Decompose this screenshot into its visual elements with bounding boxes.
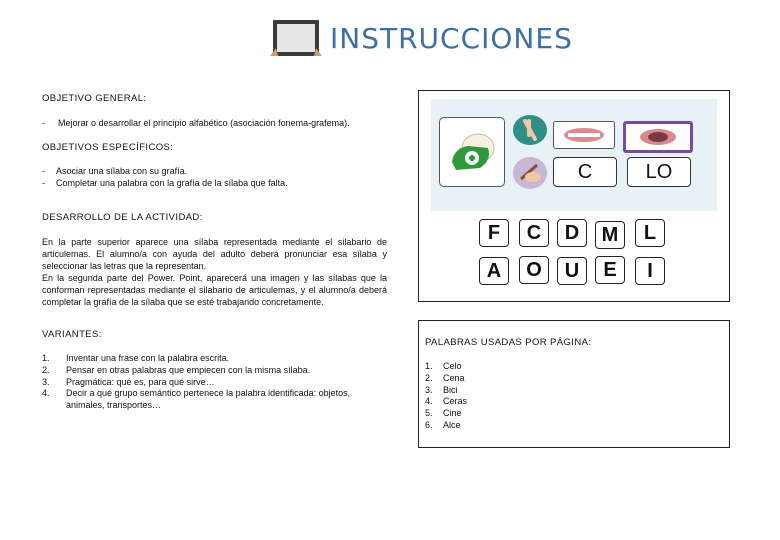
letter-button[interactable]: I <box>635 257 665 285</box>
word: Celo <box>443 361 462 371</box>
item-number: 5. <box>425 408 433 419</box>
palabras-heading: PALABRAS USADAS POR PÁGINA: <box>425 337 592 348</box>
variantes-list <box>42 353 387 412</box>
palabras-list <box>425 361 467 432</box>
list-item <box>425 408 467 420</box>
word: Ceras <box>443 396 468 407</box>
variantes-heading: VARIANTES: <box>42 329 102 340</box>
mouth-open-icon <box>626 124 690 150</box>
syllable-tile-c[interactable]: C <box>553 157 617 187</box>
objetivo-especifico-text: Asociar una sílaba con su grafía. <box>56 166 188 176</box>
objetivo-general-heading: OBJETIVO GENERAL: <box>42 93 147 104</box>
articulema-hand-icon <box>513 115 547 145</box>
objetivo-general-text: Mejorar o desarrollar el principio alfabético (asociación fonema-grafema). <box>58 118 350 128</box>
desarrollo-paragraph-2: En la segunda parte del Power. Point, aparecerá una imagen y las sílabas que la conforman representadas mediante el silabario de articulemas, y el alumno/a deberá completar la grafía de la sílaba que se esté trabajando concretamente. <box>42 273 387 307</box>
letter-button[interactable]: C <box>519 219 549 247</box>
desarrollo-paragraph-1: En la parte superior aparece una sílaba representada mediante el silabario de articulemas. El alumno/a con ayuda del adulto deberá pronunciar esa sílaba y seleccionar las letras que la representan. <box>42 237 387 271</box>
letter-button[interactable]: D <box>557 219 587 247</box>
palabras-box <box>418 320 730 448</box>
letter-button[interactable]: F <box>479 219 509 247</box>
tape-dispenser-icon <box>440 118 504 186</box>
item-number: 3. <box>42 376 50 387</box>
bullet: - <box>42 118 45 128</box>
objetivos-especificos-list <box>42 166 412 190</box>
item-text: Inventar una frase con la palabra escrita. <box>66 353 230 363</box>
word: Cena <box>443 372 465 383</box>
item-number: 3. <box>425 384 433 395</box>
mouth-card-open[interactable] <box>623 121 693 153</box>
item-number: 4. <box>42 388 50 399</box>
list-item <box>42 178 412 190</box>
item-text: Pragmática: qué es, para qué sirve… <box>66 376 215 387</box>
header-logo <box>270 18 322 60</box>
item-text: Decir a qué grupo semántico pertenece la palabra identificada: objetos, animales, transportes… <box>66 388 351 411</box>
list-item <box>425 361 467 373</box>
item-number: 6. <box>425 419 433 430</box>
word: Cine <box>443 408 462 419</box>
objetivo-especifico-text: Completar una palabra con la grafía de la sílaba que falta. <box>56 177 288 188</box>
image-card[interactable] <box>439 117 505 187</box>
syllable-area <box>431 99 717 211</box>
letter-button[interactable]: L <box>635 219 665 247</box>
letter-button[interactable]: U <box>557 257 587 285</box>
mouth-icon <box>554 122 614 148</box>
item-number: 2. <box>425 372 433 383</box>
bullet: - <box>42 177 45 188</box>
activity-panel <box>418 90 730 302</box>
desarrollo-heading: DESARROLLO DE LA ACTIVIDAD: <box>42 212 203 223</box>
objetivos-especificos-heading: OBJETIVOS ESPECÍFICOS: <box>42 142 174 153</box>
bullet: - <box>42 166 45 176</box>
item-number: 1. <box>42 353 50 363</box>
list-item <box>425 373 467 385</box>
word: Bici <box>443 384 458 395</box>
list-item <box>42 388 387 412</box>
hand-icon <box>513 115 547 145</box>
list-item <box>42 365 387 377</box>
writing-hand-icon <box>513 157 547 189</box>
letter-button[interactable]: O <box>519 256 549 284</box>
list-item <box>425 396 467 408</box>
syllable-tile-lo[interactable]: LO <box>627 157 691 187</box>
item-number: 4. <box>425 396 433 407</box>
letter-button[interactable]: E <box>595 256 625 284</box>
page-title: INSTRUCCIONES <box>330 22 573 55</box>
list-item <box>425 385 467 397</box>
chalkboard-icon <box>270 18 322 60</box>
mouth-card-smile[interactable] <box>553 121 615 149</box>
item-number: 2. <box>42 364 50 375</box>
word: Alce <box>443 419 461 430</box>
item-number: 1. <box>425 361 433 371</box>
list-item <box>425 420 467 432</box>
articulema-write-icon <box>513 157 547 189</box>
list-item <box>42 353 387 365</box>
item-text: Pensar en otras palabras que empiecen con la misma sílaba. <box>66 364 311 375</box>
objetivo-general-item <box>42 118 412 130</box>
letter-button[interactable]: A <box>479 257 509 285</box>
letter-button[interactable]: M <box>595 221 625 249</box>
list-item <box>42 377 387 389</box>
list-item <box>42 166 412 178</box>
